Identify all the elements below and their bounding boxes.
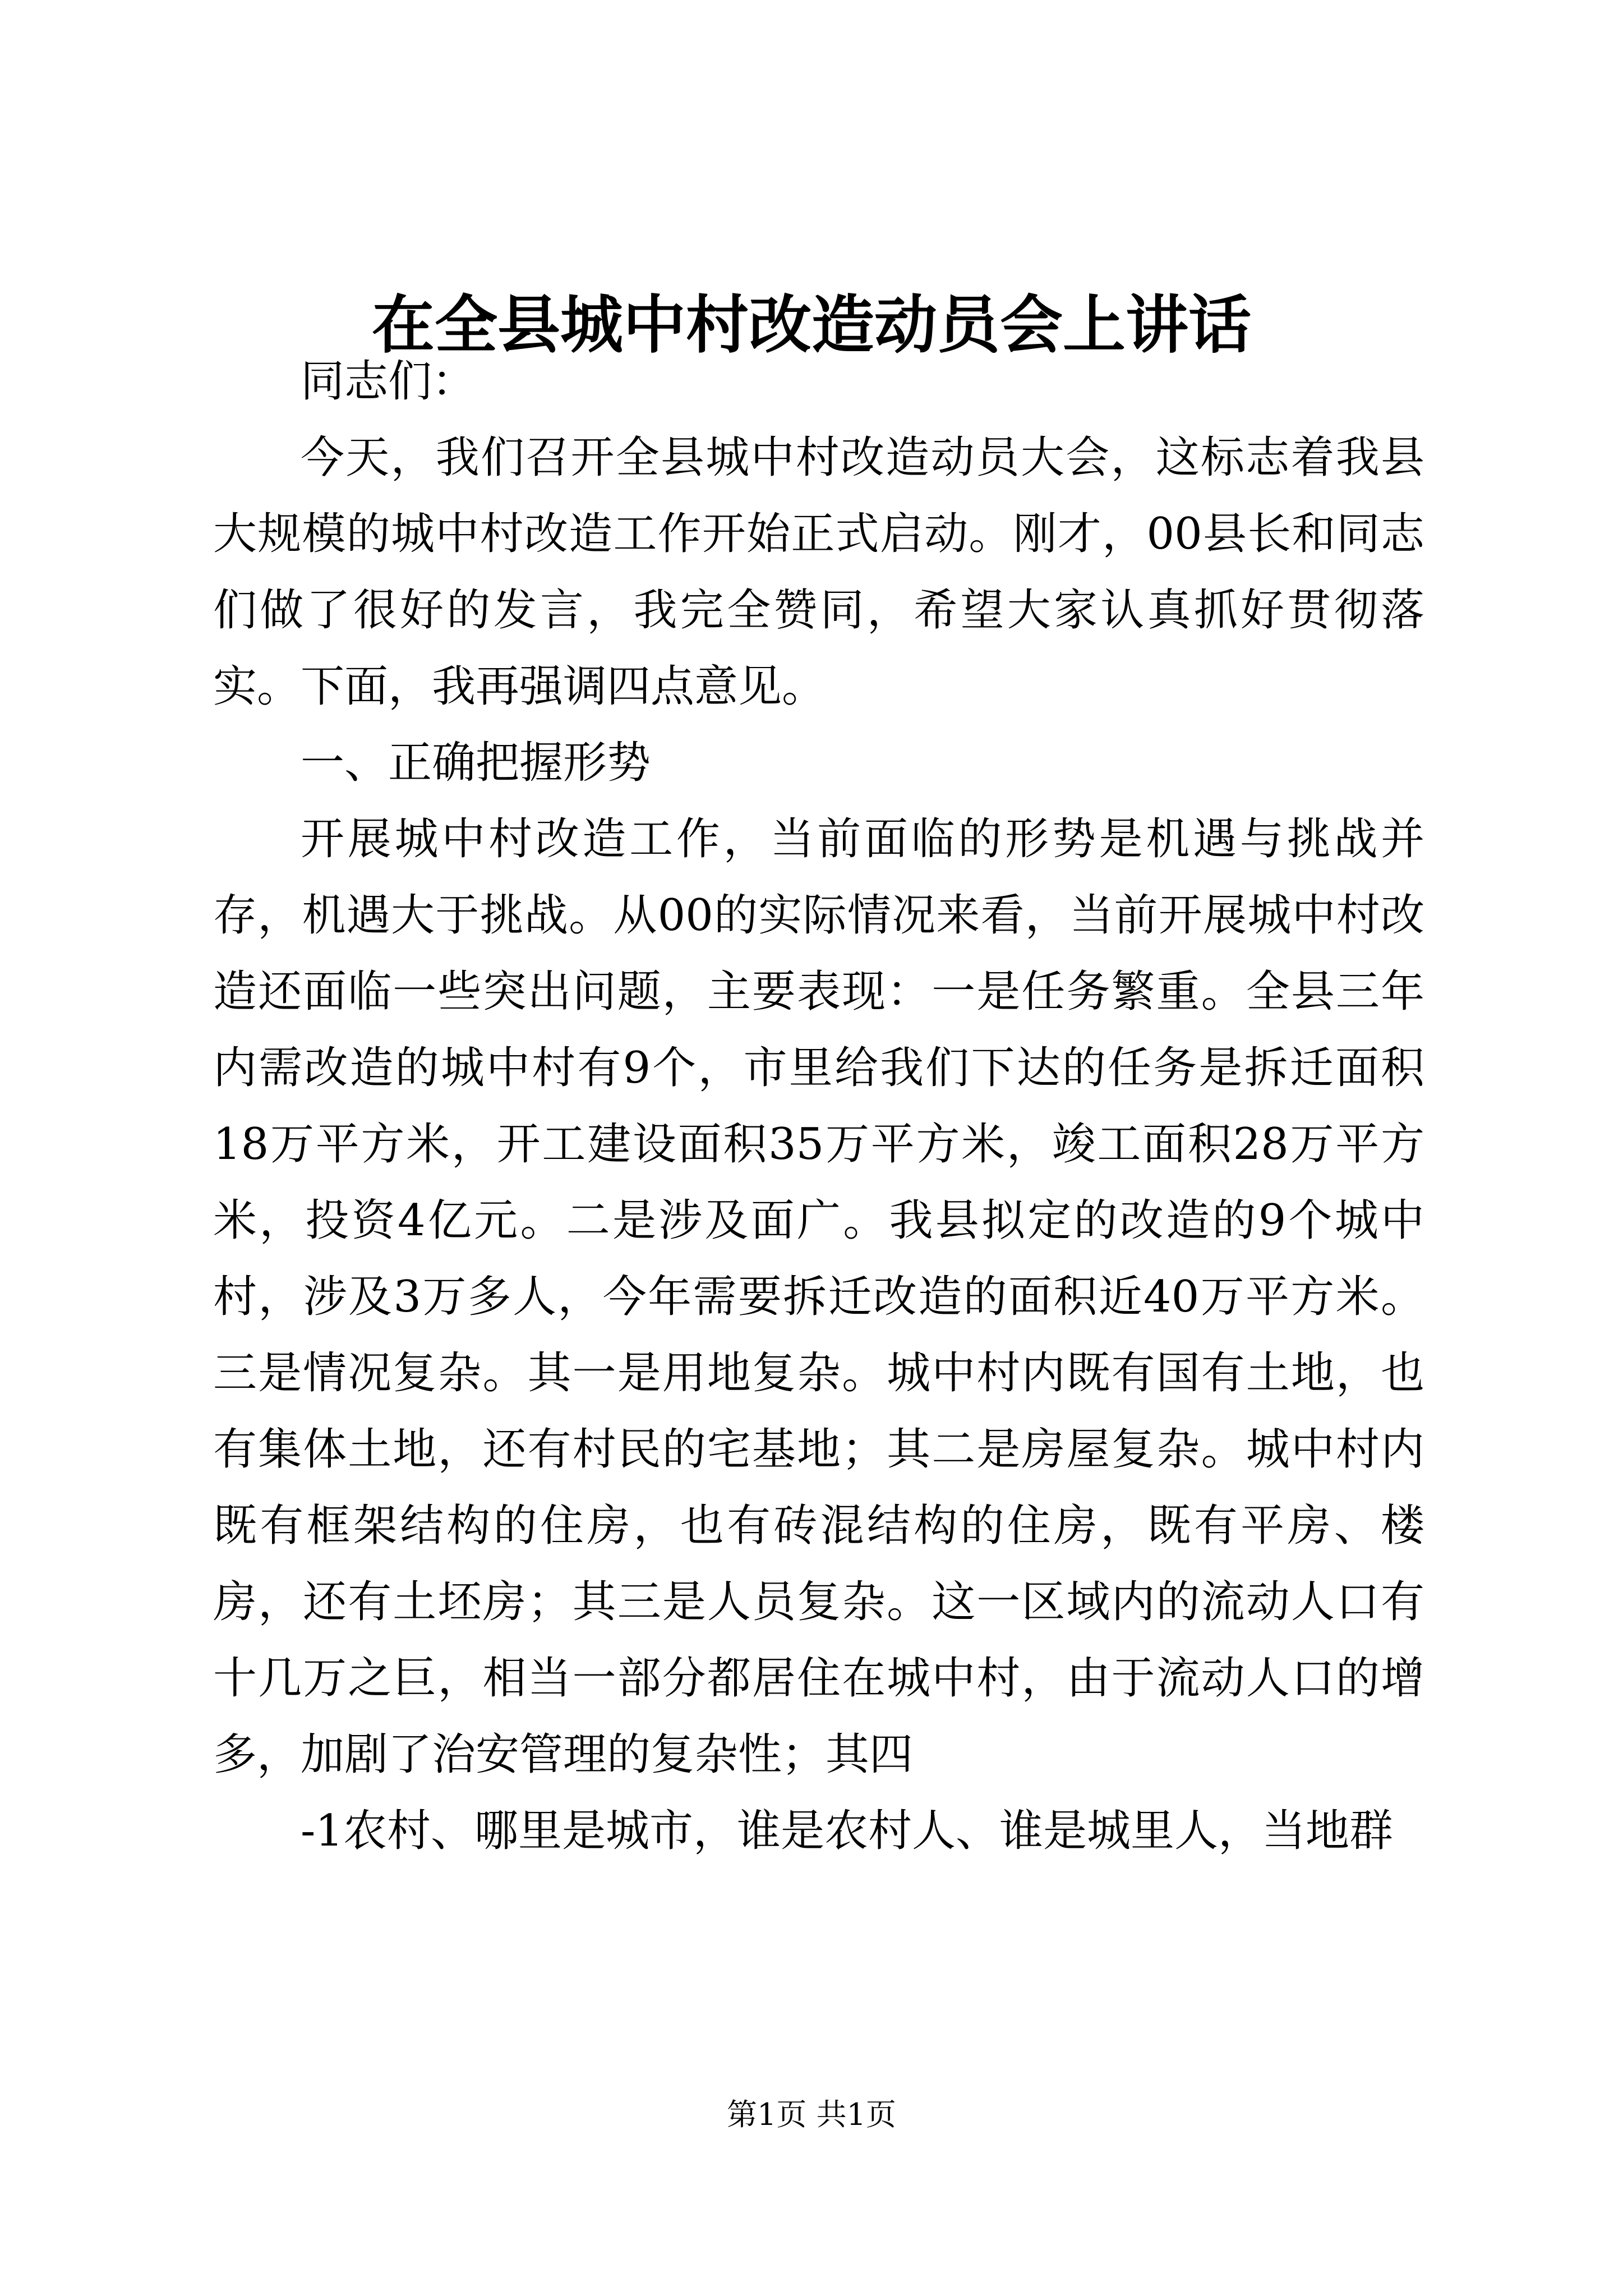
salutation-paragraph: 同志们： — [301, 356, 476, 407]
intro-paragraph: 今天，我们召开全县城中村改造动员大会，这标志着我县大规模的城中村改造工作开始正式启动。刚才，00县长和同志们做了很好的发言，我完全赞同，希望大家认真抓好贯彻落实。下面，我再强调四点意见。 — [213, 432, 1424, 712]
document-title: 在全县城中村改造动员会上讲话 — [372, 288, 1251, 362]
document-body — [213, 343, 1424, 1869]
situation-paragraph: 开展城中村改造工作，当前面临的形势是机遇与挑战并存，机遇大于挑战。从00的实际情况来看，当前开展城中村改造还面临一些突出问题，主要表现：一是任务繁重。全县三年内需改造的城中村有9个，市里给我们下达的任务是拆迁面积18万平方米，开工建设面积35万平方米，竣工面积28万平方米，投资4亿元。二是涉及面广。我县拟定的改造的9个城中村，涉及3万多人，今年需要拆迁改造的面积近40万平方米。三是情况复杂。其一是用地复杂。城中村内既有国有土地，也有集体土地，还有村民的宅基地；其二是房屋复杂。城中村内既有框架结构的住房，也有砖混结构的住房，既有平房、楼房，还有土坯房；其三是人员复杂。这一区域内的流动人口有十几万之巨，相当一部分都居住在城中村，由于流动人口的增多，加剧了治安管理的复杂性；其四 — [213, 814, 1424, 1780]
continuation-paragraph: -1农村、哪里是城市，谁是农村人、谁是城里人，当地群 — [301, 1806, 1393, 1856]
section-heading: 一、正确把握形势 — [301, 738, 651, 788]
page-footer: 第1页 共1页 — [727, 2097, 896, 2132]
